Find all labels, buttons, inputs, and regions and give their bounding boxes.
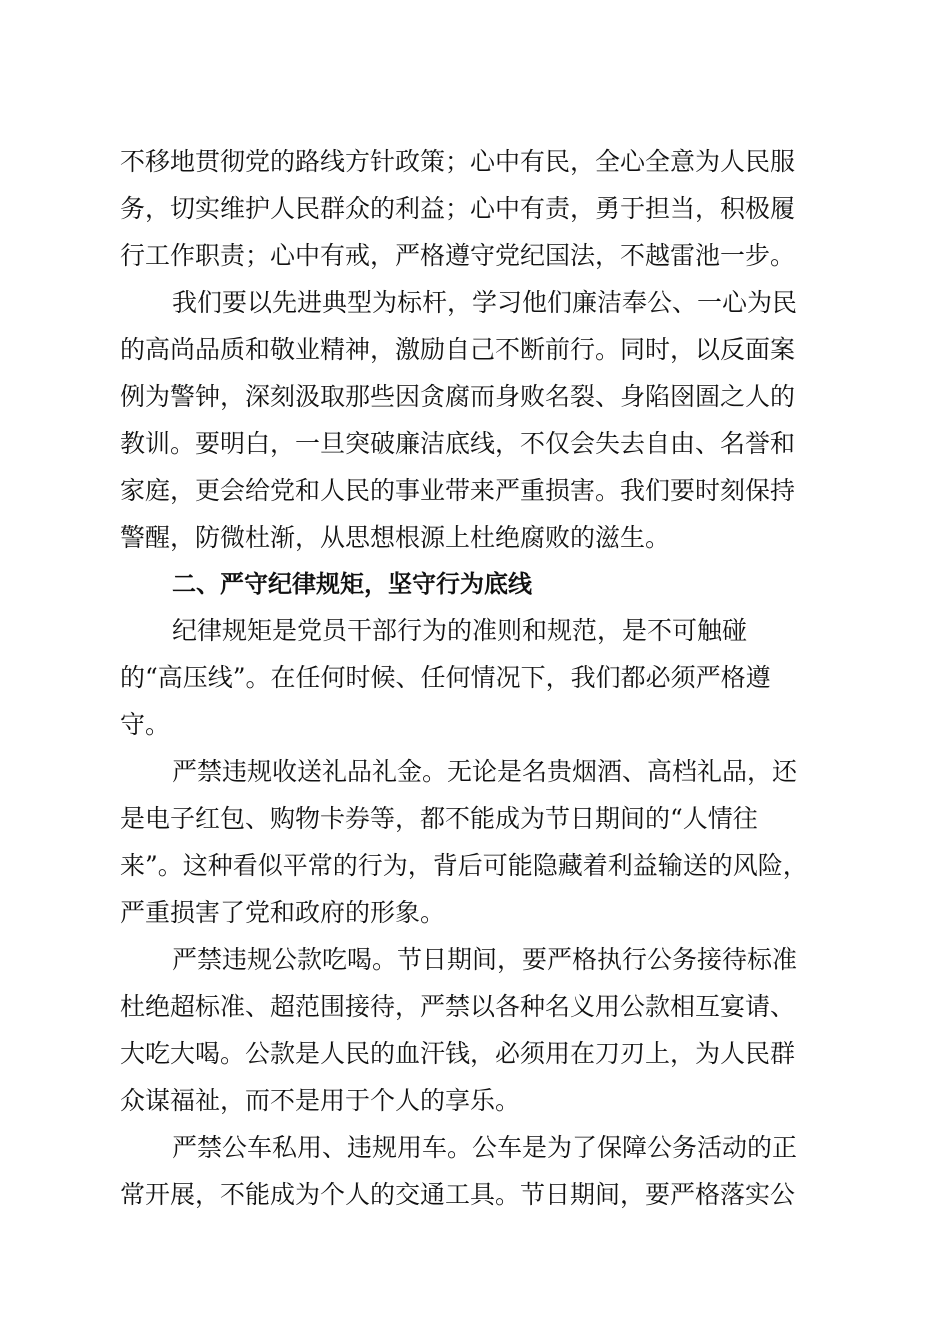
paragraph-line: 我们要以先进典型为标杆，学习他们廉洁奉公、一心为民 bbox=[172, 288, 798, 317]
paragraph-line: 来”。这种看似平常的行为，背后可能隐藏着利益输送的风险， bbox=[120, 851, 808, 880]
paragraph-line: 不移地贯彻党的路线方针政策；心中有民，全心全意为人民服 bbox=[120, 147, 796, 176]
paragraph-line: 例为警钟，深刻汲取那些因贪腐而身败名裂、身陷囹圄之人的 bbox=[120, 382, 796, 411]
paragraph-line: 务，切实维护人民群众的利益；心中有责，勇于担当，积极履 bbox=[120, 194, 796, 223]
paragraph-line: 严禁公车私用、违规用车。公车是为了保障公务活动的正 bbox=[172, 1133, 798, 1162]
paragraph-line: 守。 bbox=[120, 710, 171, 739]
paragraph-line: 众谋福祉，而不是用于个人的享乐。 bbox=[120, 1086, 521, 1115]
paragraph-line: 严禁违规收送礼品礼金。无论是名贵烟酒、高档礼品，还 bbox=[172, 757, 798, 786]
paragraph-line: 家庭，更会给党和人民的事业带来严重损害。我们要时刻保持 bbox=[120, 476, 796, 505]
paragraph-line: 教训。要明白，一旦突破廉洁底线，不仅会失去自由、名誉和 bbox=[120, 429, 796, 458]
paragraph-line: 严禁违规公款吃喝。节日期间，要严格执行公务接待标准 bbox=[172, 945, 798, 974]
paragraph-line: 是电子红包、购物卡券等，都不能成为节日期间的“人情往 bbox=[120, 804, 758, 833]
paragraph-line: 杜绝超标准、超范围接待，严禁以各种名义用公款相互宴请、 bbox=[120, 992, 796, 1021]
paragraph-line: 严重损害了党和政府的形象。 bbox=[120, 898, 446, 927]
paragraph-line: 大吃大喝。公款是人民的血汗钱，必须用在刀刃上，为人民群 bbox=[120, 1039, 796, 1068]
paragraph-line: 的“高压线”。在任何时候、任何情况下，我们都必须严格遵 bbox=[120, 663, 771, 692]
paragraph-line: 行工作职责；心中有戒，严格遵守党纪国法，不越雷池一步。 bbox=[120, 241, 796, 270]
paragraph-line: 的高尚品质和敬业精神，激励自己不断前行。同时，以反面案 bbox=[120, 335, 796, 364]
paragraph-line: 常开展，不能成为个人的交通工具。节日期间，要严格落实公 bbox=[120, 1180, 796, 1209]
paragraph-line: 警醒，防微杜渐，从思想根源上杜绝腐败的滋生。 bbox=[120, 523, 671, 552]
paragraph-line: 纪律规矩是党员干部行为的准则和规范，是不可触碰 bbox=[172, 616, 748, 645]
section-heading: 二、严守纪律规矩，坚守行为底线 bbox=[172, 570, 532, 598]
